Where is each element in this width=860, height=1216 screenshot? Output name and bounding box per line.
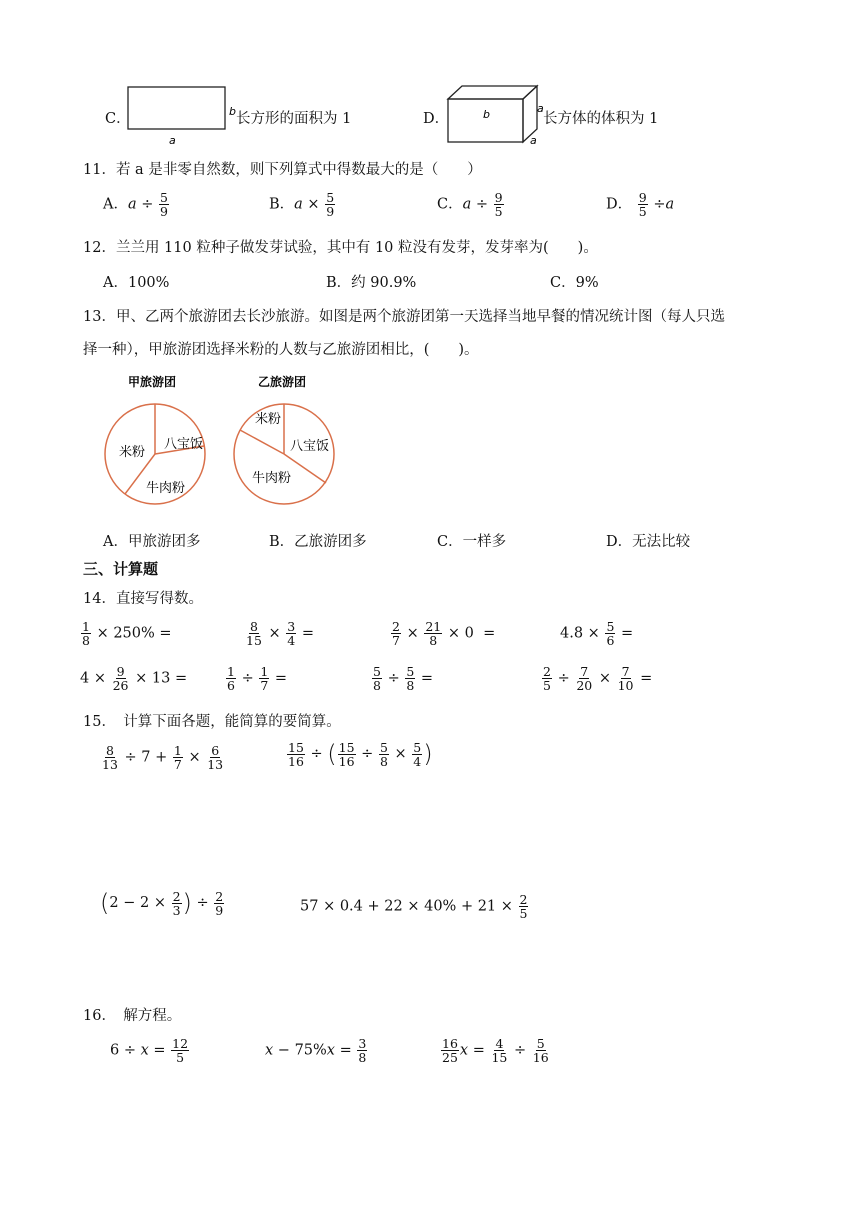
- q15-item-1: $\frac{8}{13}$ ÷ 7 + $\frac{1}{7}$ × $\frac{6}{13}$: [102, 743, 224, 772]
- q13-option-c: C．一样多: [437, 534, 507, 550]
- q14-item-7: $\frac{5}{8}$ ÷ $\frac{5}{8}$ =: [373, 664, 434, 693]
- chart1-label-babaofan: 八宝饭: [164, 437, 204, 452]
- q12-stem: 12．兰兰用 110 粒种子做发芽试验，其中有 10 粒没有发芽，发芽率为( )。: [83, 240, 598, 256]
- q15-item-4: 57 × 0.4 + 22 × 40% + 21 × $\frac{2}{5}$: [300, 892, 528, 921]
- q12-option-a: A．100%: [103, 275, 170, 291]
- q15-stem: 15． 计算下面各题，能简算的要简算。: [83, 714, 341, 730]
- option-d-label: D．: [423, 111, 450, 127]
- rectangle-figure: [125, 82, 240, 148]
- q16-equation-3: $\frac{16}{25}$ x = $\frac{4}{15}$ ÷ $\frac{5}{16}$: [442, 1036, 549, 1065]
- q13-option-d: D．无法比较: [606, 534, 691, 550]
- q16-equation-1: 6 ÷ x = $\frac{12}{5}$: [110, 1036, 189, 1065]
- cuboid-side-b: b: [483, 108, 490, 121]
- chart2-label-niuroufen: 牛肉粉: [252, 471, 292, 486]
- q11-option-d: D． $\frac{9}{5}$ ÷a: [606, 190, 675, 219]
- chart1-label-niuroufen: 牛肉粉: [146, 481, 186, 496]
- q11-option-c: C．a ÷ $\frac{9}{5}$: [437, 190, 503, 219]
- q15-item-2: $\frac{15}{16}$ ÷ ( $\frac{15}{16}$ ÷ $\frac{5}{8}$ × $\frac{5}{4}$ ): [288, 739, 433, 769]
- option-d-text: 长方体的体积为 1: [543, 111, 659, 127]
- rect-side-a: a: [169, 134, 176, 147]
- chart2-label-mifen: 米粉: [255, 412, 282, 427]
- section-title: 三、计算题: [83, 560, 159, 578]
- rect-side-b: b: [229, 105, 236, 118]
- q11-option-a: A．a ÷ $\frac{5}{9}$: [103, 190, 168, 219]
- chart2-title: 乙旅游团: [258, 375, 307, 389]
- q13-stem-line1: 13．甲、乙两个旅游团去长沙旅游。如图是两个旅游团第一天选择当地早餐的情况统计图（每人只选: [83, 309, 725, 325]
- q14-item-2: $\frac{8}{15}$ × $\frac{3}{4}$ =: [246, 619, 314, 648]
- q14-item-3: $\frac{2}{7}$ × $\frac{21}{8}$ × 0 =: [392, 619, 496, 648]
- q11-stem: 11．若 a 是非零自然数，则下列算式中得数最大的是（ ）: [83, 162, 482, 178]
- breakfast-pie-charts: [100, 370, 360, 515]
- q13-option-a: A．甲旅游团多: [103, 534, 201, 550]
- chart2-label-babaofan: 八宝饭: [290, 439, 330, 454]
- option-c-text: 长方形的面积为 1: [236, 111, 352, 127]
- q14-item-6: $\frac{1}{6}$ ÷ $\frac{1}{7}$ =: [227, 664, 288, 693]
- q14-item-1: $\frac{1}{8}$ × 250% =: [82, 619, 172, 648]
- cuboid-side-a: a: [530, 134, 537, 147]
- chart1-label-mifen: 米粉: [119, 445, 146, 460]
- q12-option-c: C．9%: [550, 275, 599, 291]
- q13-stem-line2: 择一种），甲旅游团选择米粉的人数与乙旅游团相比，( )。: [83, 342, 479, 358]
- q14-item-8: $\frac{2}{5}$ ÷ $\frac{7}{20}$ × $\frac{7}{10}$ =: [543, 664, 653, 693]
- chart1-title: 甲旅游团: [128, 375, 177, 389]
- q12-option-b: B．约 90.9%: [326, 275, 417, 291]
- q16-stem: 16． 解方程。: [83, 1008, 182, 1024]
- cuboid-figure: [445, 82, 545, 148]
- q15-item-3: (2 − 2 × $\frac{2}{3}$ ) ÷ $\frac{2}{9}$: [100, 888, 224, 918]
- q14-item-4: 4.8 × $\frac{5}{6}$ =: [560, 619, 634, 648]
- q14-item-5: 4 × $\frac{9}{26}$ × 13 =: [80, 664, 188, 693]
- q13-option-b: B．乙旅游团多: [269, 534, 367, 550]
- q16-equation-2: x − 75%x = $\frac{3}{8}$: [265, 1036, 367, 1065]
- option-c-label: C．: [105, 111, 131, 127]
- q11-option-b: B．a × $\frac{5}{9}$: [269, 190, 335, 219]
- cuboid-side-h: a: [537, 102, 544, 115]
- chart2-divider-left: [240, 430, 284, 454]
- q14-stem: 14．直接写得数。: [83, 591, 203, 607]
